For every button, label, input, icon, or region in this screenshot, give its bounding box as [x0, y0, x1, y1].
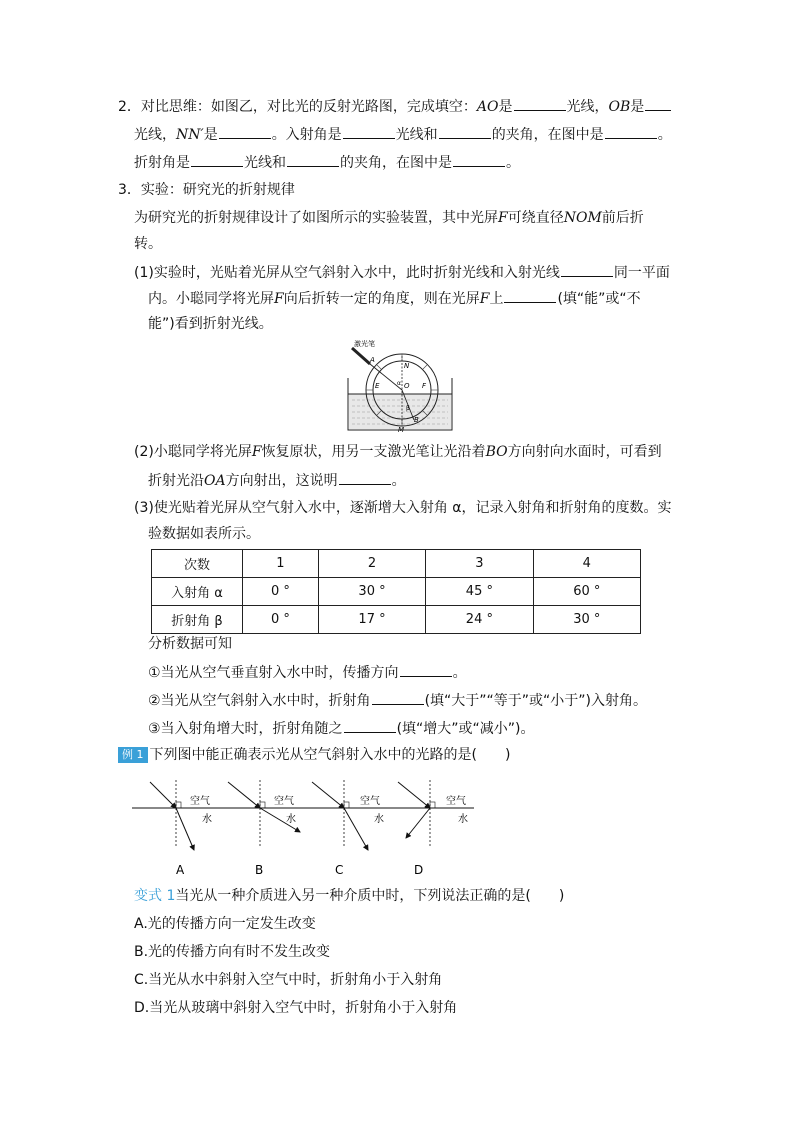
- q3-part2-line1: (2)小聪同学将光屏F恢复原状，用另一支激光笔让光沿着BO方向射向水面时，可看到: [134, 444, 662, 460]
- q3-part1-line1: (1)实验时，光贴着光屏从空气斜射入水中，此时折射光线和入射光线 同一平面: [134, 262, 670, 283]
- analysis-2: ②当光从空气斜射入水中时，折射角 (填“大于”“等于”或“小于”)入射角。: [148, 690, 647, 711]
- blank[interactable]: [504, 288, 556, 303]
- q3-intro-2: 转。: [134, 236, 162, 252]
- option-d[interactable]: D.当光从玻璃中斜射入空气中时，折射角小于入射角: [134, 1000, 458, 1016]
- q3-title: 3．实验：研究光的折射规律: [118, 182, 295, 198]
- diagram-d: [398, 780, 468, 877]
- svg-text:B: B: [414, 416, 419, 424]
- option-a[interactable]: A.光的传播方向一定发生改变: [134, 916, 316, 932]
- variant-1: 变式 1当光从一种介质进入另一种介质中时，下列说法正确的是( ): [134, 888, 565, 904]
- example-badge: 例 1: [118, 747, 148, 763]
- table-cell: 45 °: [426, 578, 533, 606]
- q2-line-3: 折射角是 光线和 的夹角，在图中是 。: [134, 152, 520, 173]
- q2-line-1: 2．对比思维：如图乙，对比光的反射光路图，完成填空：AO是 光线，OB是: [118, 96, 672, 117]
- q3-part3-line1: (3)使光贴着光屏从空气射入水中，逐渐增大入射角 α，记录入射角和折射角的度数。实: [134, 500, 672, 516]
- svg-text:A: A: [370, 356, 375, 364]
- blank[interactable]: [219, 124, 271, 139]
- angle-data-table: [151, 549, 641, 634]
- blank[interactable]: [343, 124, 395, 139]
- table-cell: 0 °: [243, 578, 319, 606]
- q3-intro-1: 为研究光的折射规律设计了如图所示的实验装置，其中光屏F可绕直径NOM前后折: [134, 210, 644, 226]
- blank[interactable]: [605, 124, 657, 139]
- blank[interactable]: [514, 96, 566, 111]
- blank[interactable]: [287, 152, 339, 167]
- analysis-1: ①当光从空气垂直射入水中时，传播方向 。: [148, 662, 467, 683]
- blank[interactable]: [453, 152, 505, 167]
- variant-label: 变式 1: [134, 888, 176, 904]
- table-cell: 折射角 β: [152, 606, 243, 634]
- option-b[interactable]: B.光的传播方向有时不发生改变: [134, 944, 331, 960]
- blank[interactable]: [561, 262, 613, 277]
- q3-part1-line2: 内。小聪同学将光屏F向后折转一定的角度，则在光屏F上 (填“能”或“不: [148, 288, 641, 309]
- q2-line-2: 光线，NN′是 。入射角是 光线和 的夹角，在图中是 。: [134, 124, 672, 145]
- svg-text:M: M: [398, 426, 405, 434]
- table-cell: 1: [243, 550, 319, 578]
- svg-text:E: E: [375, 382, 380, 390]
- diagram-c: [312, 780, 384, 877]
- diagram-a: [150, 780, 212, 877]
- example-1: 例 1 下列图中能正确表示光从空气斜射入水中的光路的是( ): [118, 745, 510, 765]
- svg-text:O: O: [404, 382, 410, 390]
- blank[interactable]: [439, 124, 491, 139]
- table-cell: 60 °: [533, 578, 640, 606]
- blank[interactable]: [191, 152, 243, 167]
- analysis-3: ③当入射角增大时，折射角随之 (填“增大”或“减小”)。: [148, 718, 535, 739]
- table-cell: 30 °: [318, 578, 425, 606]
- table-cell: 30 °: [533, 606, 640, 634]
- refraction-apparatus-figure: [340, 338, 460, 434]
- q2-number: 2．: [118, 99, 141, 115]
- svg-text:水: 水: [286, 814, 296, 825]
- blank[interactable]: [339, 470, 391, 485]
- svg-text:空气: 空气: [274, 796, 294, 807]
- table-header-row: [152, 550, 641, 578]
- svg-text:水: 水: [374, 814, 384, 825]
- svg-text:水: 水: [458, 814, 468, 825]
- table-row: [152, 578, 641, 606]
- svg-text:空气: 空气: [190, 796, 210, 807]
- table-cell: 4: [533, 550, 640, 578]
- svg-text:空气: 空气: [360, 796, 380, 807]
- table-cell: 次数: [152, 550, 243, 578]
- table-cell: 入射角 α: [152, 578, 243, 606]
- option-c[interactable]: C.当光从水中斜射入空气中时，折射角小于入射角: [134, 972, 443, 988]
- blank[interactable]: [372, 690, 424, 705]
- svg-text:C: C: [335, 863, 344, 877]
- table-cell: 3: [426, 550, 533, 578]
- svg-text:空气: 空气: [446, 796, 466, 807]
- svg-text:β: β: [406, 405, 410, 412]
- blank[interactable]: [344, 718, 396, 733]
- table-row: [152, 606, 641, 634]
- blank[interactable]: [400, 662, 452, 677]
- laser-pen-label: 激光笔: [354, 340, 375, 348]
- q3-part1-line3: 能”)看到折射光线。: [148, 316, 273, 332]
- svg-text:水: 水: [202, 814, 212, 825]
- analysis-heading: 分析数据可知: [148, 636, 232, 652]
- table-cell: 0 °: [243, 606, 319, 634]
- table-cell: 17 °: [318, 606, 425, 634]
- q3-part3-line2: 验数据如表所示。: [148, 526, 260, 542]
- example-ray-diagrams: [128, 772, 488, 882]
- svg-text:α: α: [397, 380, 401, 387]
- svg-text:N: N: [404, 362, 410, 370]
- svg-text:F: F: [422, 382, 427, 390]
- q3-part2-line2: 折射光沿OA方向射出，这说明 。: [148, 470, 406, 491]
- svg-text:B: B: [255, 863, 264, 877]
- svg-text:A: A: [176, 863, 185, 877]
- svg-text:D: D: [414, 863, 424, 877]
- diagram-b: [228, 780, 300, 877]
- blank[interactable]: [645, 96, 671, 111]
- table-cell: 2: [318, 550, 425, 578]
- table-cell: 24 °: [426, 606, 533, 634]
